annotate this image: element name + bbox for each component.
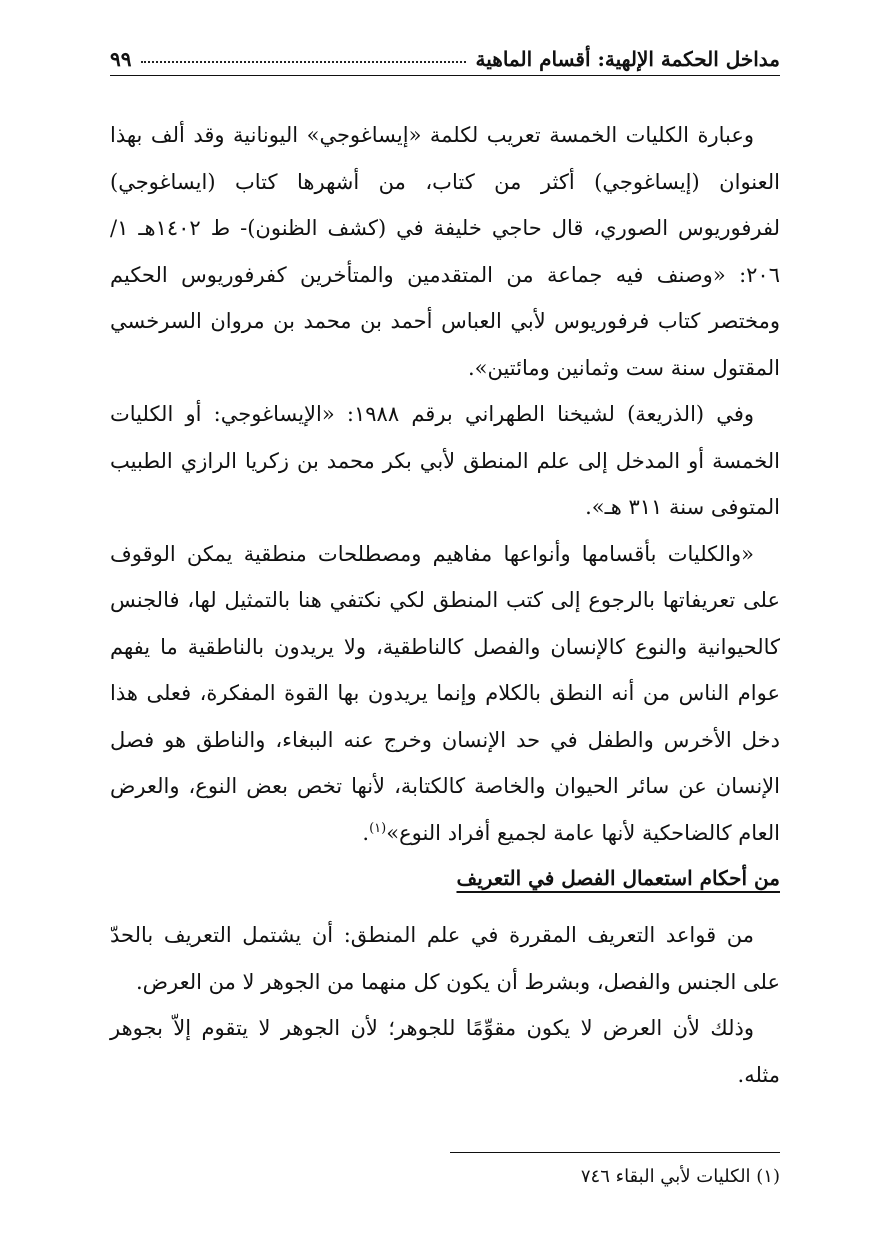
section-heading: من أحكام استعمال الفصل في التعريف	[456, 866, 780, 890]
page-number: ٩٩	[110, 47, 132, 71]
header-dot-leader	[141, 61, 465, 63]
paragraph-universals-end: .	[362, 820, 370, 845]
paragraph-accident-essence: وذلك لأن العرض لا يكون مقوِّمًا للجوهر؛ لأن الجوهر لا يتقوم إلاّ بجوهر مثله.	[110, 1016, 780, 1087]
header-title: مداخل الحكمة الإلهية: أقسام الماهية	[475, 47, 780, 71]
footnote-reference[interactable]: (١)	[369, 820, 387, 836]
main-text	[110, 112, 780, 856]
paragraph-dharia-citation: وفي (الذريعة) لشيخنا الطهراني برقم ١٩٨٨: «الإيساغوجي: أو الكليات الخمسة أو المدخل إلى علم المنطق لأبي بكر محمد بن زكريا الرازي الطبيب المتوفى سنة ٣١١ هـ».	[110, 402, 780, 519]
section-text	[110, 912, 780, 1098]
paragraph-definition-rule: من قواعد التعريف المقررة في علم المنطق: أن يشتمل التعريف بالحدّ على الجنس والفصل، وبشرط أن يكون كل منهما من الجوهر لا من العرض.	[110, 923, 780, 994]
paragraph-universals-text: «والكليات بأقسامها وأنواعها مفاهيم ومصطلحات منطقية يمكن الوقوف على تعريفاتها بالرجوع إلى كتب المنطق لكي نكتفي هنا بالتمثيل لها، فالجنس كالحيوانية والنوع كالإنسان والفصل كالناطقية، ولا يريدون بالناطقية ما يفهم عوام الناس من أنه النطق بالكلام وإنما يريدون بها القوة المفكرة، فعلى هذا دخل الأخرس والطفل في حد الإنسان وخرج عنه الببغاء، والناطق هو فصل الإنسان عن سائر الحيوان والخاصة كالكتابة، لأنها تخص بعض النوع، والعرض العام كالضاحكية لأنها عامة لجميع أفراد النوع»	[110, 541, 780, 845]
paragraph-universals	[110, 531, 780, 857]
running-header	[110, 36, 780, 76]
footnote-1: (١) الكليات لأبي البقاء ٧٤٦	[580, 1166, 780, 1187]
paragraph-isagoge-definition: وعبارة الكليات الخمسة تعريب لكلمة «إيساغوجي» اليونانية وقد ألف بهذا العنوان (إيساغوجي) أكثر من كتاب، من أشهرها كتاب (ايساغوجي) لفرفوريوس الصوري، قال حاجي خليفة في (كشف الظنون)- ط ١٤٠٢هـ ١/ ٢٠٦: «وصنف فيه جماعة من المتقدمين والمتأخرين كفرفوريوس الحكيم ومختصر كتاب فرفوريوس لأبي العباس أحمد بن محمد بن مروان السرخسي المقتول سنة ست وثمانين ومائتين».	[110, 123, 780, 380]
footnote-separator	[450, 1152, 780, 1153]
